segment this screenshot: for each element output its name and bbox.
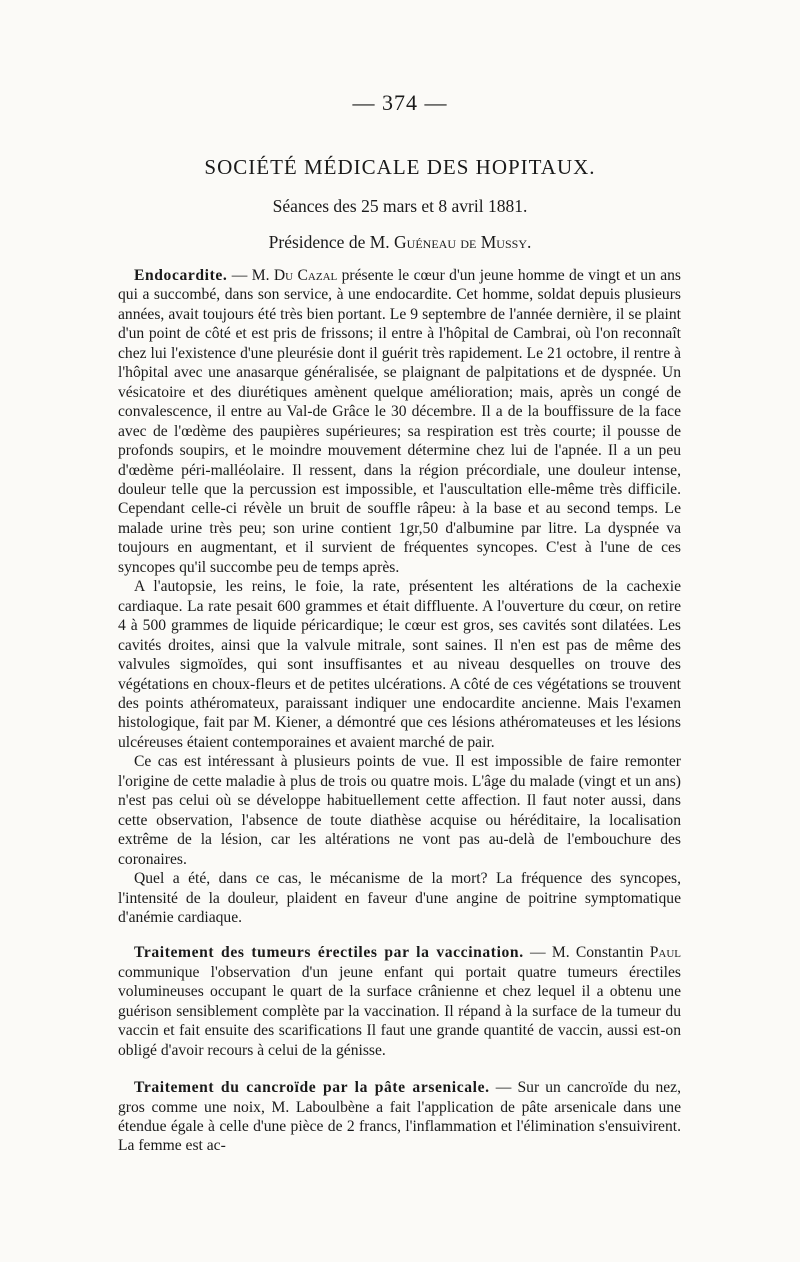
paragraph-text: communique l'observation d'un jeune enfant qui portait quatre tumeurs érectiles volumineuses occupant le quart de la surface crânienne et chez lequel il a obtenu une guérison sensiblement complète par la vaccination. Il répand à la surface de la tumeur du vaccin et fait ensuite des scarifications Il faut une grande quantité de vaccin, aussi est-on obligé d'avoir recours à celui de la génisse. (118, 963, 681, 1059)
page-number: — 374 — (352, 90, 448, 115)
presidence-line (0, 232, 800, 253)
paragraph-autopsie: A l'autopsie, les reins, le foie, la rate, présentent les altérations de la cachexie cardiaque. La rate pesait 600 grammes et était diffluente. A l'ouverture du cœur, on retire 4 à 500 grammes de liquide péricardique; le cœur est gros, ses cavités sont dilatées. Les cavités droites, ainsi que la valvule mitrale, sont saines. Il n'en est pas de même des valvules sigmoïdes, qui sont insuffisantes et au niveau desquelles on trouve des végétations en choux-fleurs et de petites ulcérations. A côté de ces végétations se trouvent des points athéromateux, paraissant indiquer une endocardite ancienne. Mais l'examen histologique, fait par M. Kiener, a démontré que ces lésions athéromateuses et les lésions ulcéreuses étaient contemporaines et avaient marché de pair. (118, 578, 681, 751)
author-name: Du Cazal (273, 267, 338, 284)
presidence-prefix: Présidence de M. (268, 232, 390, 252)
paragraph-interet: Ce cas est intéressant à plusieurs points de vue. Il est impossible de faire remonter l'origine de cette maladie à plus de trois ou quatre mois. L'âge du malade (vingt et un ans) n'est pas celui où se développe habituellement cette affection. Il faut noter aussi, dans cette observation, l'absence de toute diathèse acquise ou héréditaire, la localisation extrême de la lésion, car les altérations ne vont pas au-delà de l'embouchure des coronaires. (118, 753, 681, 868)
section-heading: Traitement du cancroïde par la pâte arsenicale. (134, 1079, 490, 1097)
article-body (118, 266, 681, 1156)
paragraph-endocardite (118, 266, 681, 577)
paragraph-mecanisme: Quel a été, dans ce cas, le mécanisme de la mort? La fréquence des syncopes, l'intensité de la douleur, plaident en faveur d'une angine de poitrine symptomatique d'anémie cardiaque. (118, 870, 681, 926)
section-heading: Endocardite. (134, 267, 228, 284)
author-name: Paul (649, 944, 681, 962)
paragraph-cancroide (118, 1078, 681, 1156)
paragraph-tumeurs (118, 943, 681, 1060)
paragraph-text: — Sur un cancroïde du nez, gros comme une noix, M. Laboulbène a fait l'application de pâte arsenicale dans une étendue égale à celle d'une pièce de 2 francs, l'inflammation et l'élimination s'ensuivirent. La femme est ac- (118, 1079, 681, 1155)
society-title: SOCIÉTÉ MÉDICALE DES HOPITAUX. (204, 155, 596, 179)
paragraph-text: présente le cœur d'un jeune homme de vingt et un ans qui a succombé, dans son service, à une endocardite. Cet homme, soldat depuis plusieurs années, avait toujours été très bien portant. Le 9 septembre de l'année dernière, il se plaint d'un point de côté et est pris de frissons; il entre à l'hôpital de Cambrai, où l'on reconnaît chez lui l'existence d'une pleurésie dont il guérit très rapidement. Le 21 octobre, il rentre à l'hôpital avec une anasarque généralisée, se plaignant de palpitations et de dyspnée. Un vésicatoire et des diurétiques amènent quelque amélioration; mais, après un congé de convalescence, il entre au Val-de Grâce le 30 décembre. Il a de la bouffissure de la face avec de l'œdème des paupières supérieures; sa respiration est très courte; il pousse de profonds soupirs, et le moindre mouvement détermine chez lui de l'apnée. Il a un peu d'œdème péri-malléolaire. Il ressent, dans la région précordiale, une douleur intense, douleur telle que la percussion est impossible, et l'auscultation elle-même très difficile. Cependant celle-ci révèle un bruit de souffle râpeu: à la base et au second temps. Le malade urine très peu; son urine contient 1gr,50 d'albumine par litre. La dyspnée va toujours en augmentant, et il survient de fréquentes syncopes. C'est à l'une de ces syncopes qu'il succombe peu de temps après. (118, 267, 681, 576)
author-prefix: — M. Constantin (523, 944, 644, 962)
session-dates: Séances des 25 mars et 8 avril 1881. (272, 196, 528, 216)
president-name: Guéneau de Mussy. (394, 232, 532, 252)
section-heading: Traitement des tumeurs érectiles par la vaccination. (134, 944, 524, 962)
author-prefix: — M. (227, 267, 270, 284)
